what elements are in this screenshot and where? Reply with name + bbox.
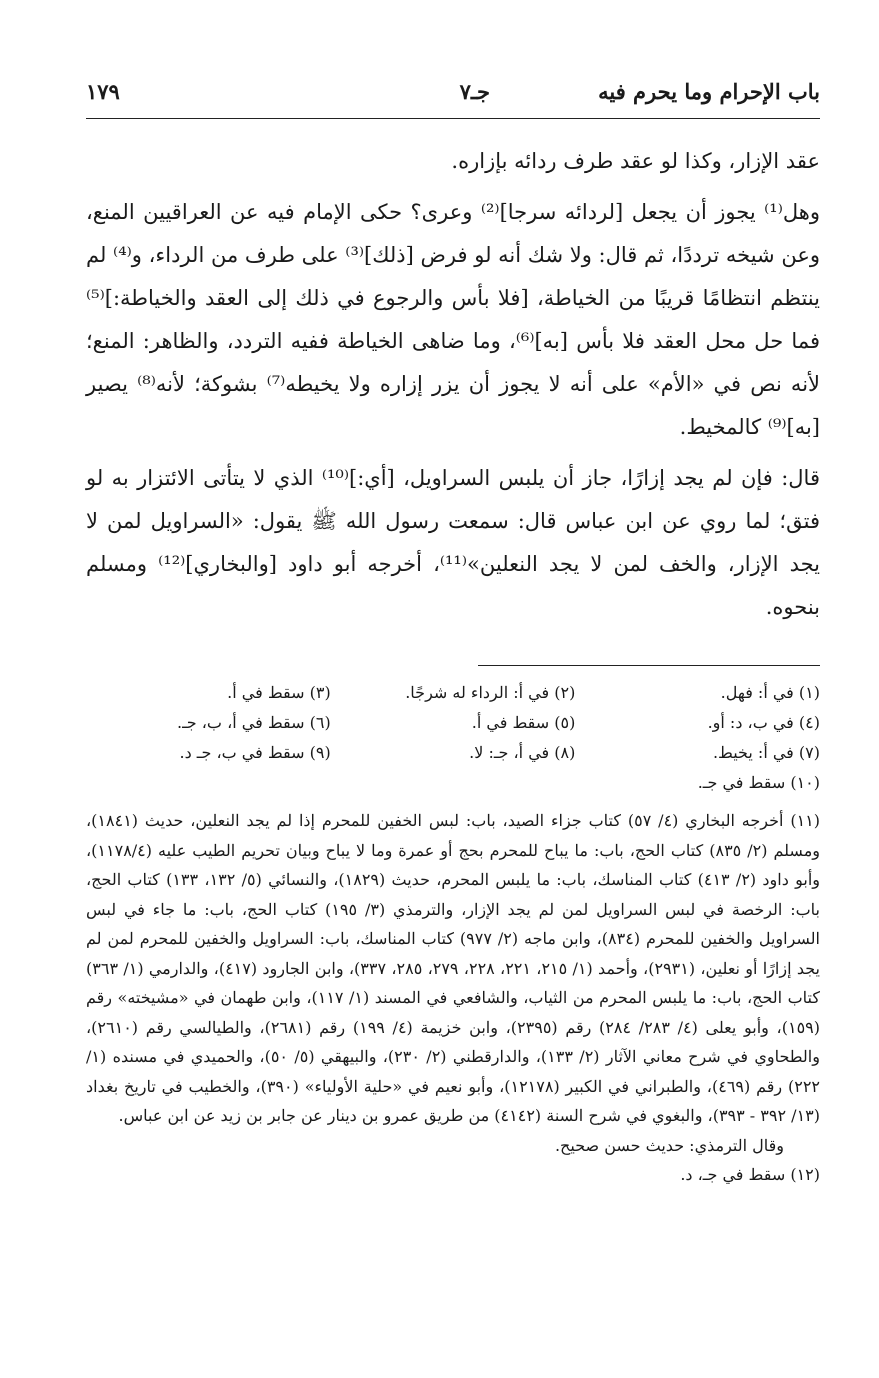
footnote-row [86, 768, 820, 798]
volume-label: جـ٧ [459, 79, 490, 104]
footnote-2: (٢) في أ: الرداء له شرجًا. [405, 683, 576, 702]
footnote-5: (٥) سقط في أ. [471, 713, 576, 732]
chapter-title: باب الإحرام وما يحرم فيه [598, 79, 820, 104]
footnotes-long [86, 806, 820, 1190]
footnote-10: (١٠) سقط في جـ. [697, 773, 820, 792]
page-number: ١٧٩ [86, 79, 120, 104]
main-text [86, 140, 820, 629]
paragraph-2: وهل⁽¹⁾ يجوز أن يجعل [لردائه سرجا]⁽²⁾ وعرى؟ حكى الإمام فيه عن العراقيين المنع، وعن شيخه ترددًا، ثم قال: ولا شك أنه لو فرض [ذلك]⁽³⁾ على طرف من الرداء، و⁽⁴⁾ لم ينتظم انتظامًا قريبًا من الخياطة، [فلا بأس والرجوع في ذلك إلى العقد والخياطة:]⁽⁵⁾ فما حل محل العقد فلا بأس [به]⁽⁶⁾، وما ضاهى الخياطة ففيه التردد، والظاهر: المنع؛ لأنه نص في «الأم» على أنه لا يجوز أن يزر إزاره ولا يخيطه⁽⁷⁾ بشوكة؛ لأنه⁽⁸⁾ يصير [به]⁽⁹⁾ كالمخيط. [86, 200, 821, 439]
footnote-12: (١٢) سقط في جـ، د. [680, 1165, 820, 1184]
footnote-row [86, 738, 820, 768]
footnote-6: (٦) سقط في أ، ب، جـ. [177, 713, 331, 732]
header-divider [86, 118, 820, 119]
footnote-9: (٩) سقط في ب، جـ د. [179, 743, 331, 762]
paragraph-1: عقد الإزار، وكذا لو عقد طرف ردائه بإزاره. [451, 149, 820, 173]
footnote-row [86, 708, 820, 738]
footnote-4: (٤) في ب، د: أو. [707, 713, 820, 732]
footnote-7: (٧) في أ: يخيط. [712, 743, 820, 762]
footnote-8: (٨) في أ، جـ: لا. [469, 743, 576, 762]
footnote-11: (١١) أخرجه البخاري (٤/ ٥٧) كتاب جزاء الصيد، باب: لبس الخفين للمحرم إذا لم يجد النعلين، حديث (١٨٤١)، ومسلم (٢/ ٨٣٥) كتاب الحج، باب: ما يباح للمحرم بحج أو عمرة وما لا يباح وبيان تحريم الطيب عليه (١١٧٨/٤)، وأبو داود (٢/ ٤١٣) كتاب المناسك، باب: ما يلبس المحرم، حديث (١٨٢٩)، والنسائي (٥/ ١٣٢، ١٣٣) كتاب الحج، باب: الرخصة في لبس السراويل لمن لم يجد الإزار، والترمذي (٣/ ١٩٥) كتاب الحج، باب: ما جاء في لبس السراويل والخفين للمحرم (٨٣٤)، وابن ماجه (٢/ ٩٧٧) كتاب المناسك، باب: السراويل والخفين للمحرم لمن لم يجد إزارًا أو نعلين، (٢٩٣١)، وأحمد (١/ ٢١٥، ٢٢١، ٢٢٨، ٢٧٩، ٢٨٥، ٣٣٧)، وابن الجارود (٤١٧)، والدارمي (١/ ٣٦٣) كتاب الحج، باب: ما يلبس المحرم من الثياب، والشافعي في المسند (١/ ١١٧)، وابن طهمان في «مشيخته» رقم (١٥٩)، وأبو يعلى (٤/ ٢٨٣/ ٢٨٤) رقم (٢٣٩٥)، وابن خزيمة (٤/ ١٩٩) رقم (٢٦٨١)، والطيالسي رقم (٢٦١٠)، والطحاوي في شرح معاني الآثار (٢/ ١٣٣)، والدارقطني (٢/ ٢٣٠)، والبيهقي (٥/ ٥٠)، والحميدي في مسنده (١/ ٢٢٢) رقم (٤٦٩)، والطبراني في الكبير (١٢١٧٨)، وأبو نعيم في «حلية الأولياء» (٣٩٠)، والخطيب في تاريخ بغداد (١٣/ ٣٩٢ - ٣٩٣)، والبغوي في شرح السنة (٤١٤٢) من طريق عمرو بن دينار عن جابر بن زيد عن ابن عباس. [86, 811, 821, 1125]
footnotes-short [86, 678, 820, 798]
footnote-divider [478, 665, 820, 666]
footnote-row [86, 678, 820, 708]
paragraph-3: قال: فإن لم يجد إزارًا، جاز أن يلبس السراويل، [أي:]⁽¹⁰⁾ الذي لا يتأتى الائتزار به لو فتق؛ لما روي عن ابن عباس قال: سمعت رسول الله ﷺ يقول: «السراويل لمن لا يجد الإزار، والخف لمن لا يجد النعلين»⁽¹¹⁾، أخرجه أبو داود [والبخاري]⁽¹²⁾ ومسلم بنحوه. [86, 466, 821, 619]
footnote-3: (٣) سقط في أ. [227, 683, 331, 702]
running-header [86, 72, 820, 112]
footnote-1: (١) في أ: فهل. [720, 683, 820, 702]
footnote-11-note: وقال الترمذي: حديث حسن صحيح. [554, 1135, 784, 1155]
